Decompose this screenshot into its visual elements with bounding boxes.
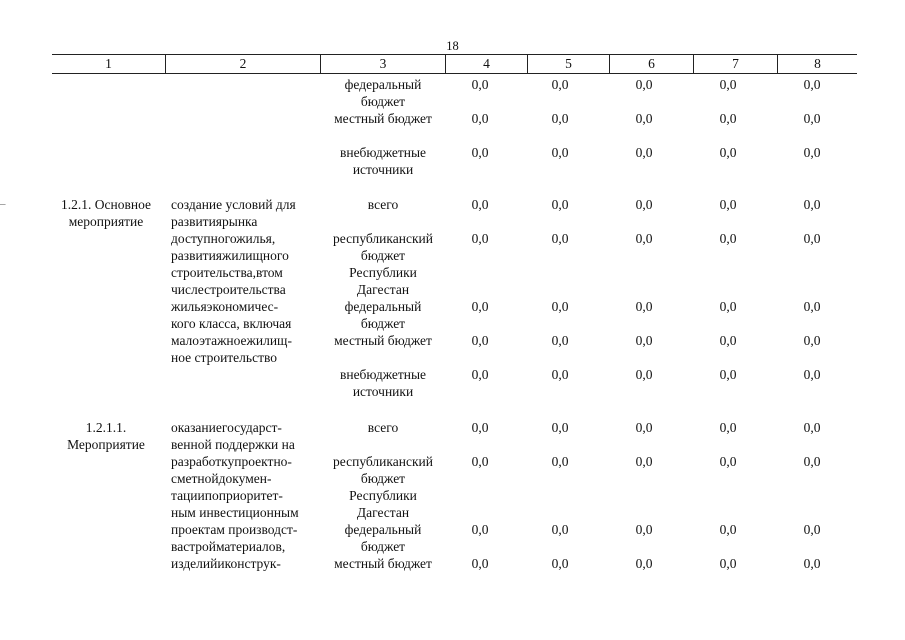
value-cell: 0,0 — [635, 420, 653, 435]
description-word: развития — [171, 214, 223, 229]
funding-source — [322, 298, 444, 332]
value-cell: 0,0 — [471, 299, 489, 314]
value-cell: 0,0 — [635, 231, 653, 246]
description-line — [171, 230, 316, 247]
description-line — [171, 453, 316, 470]
funding-source — [322, 521, 444, 555]
activity-name-line: 1.2.1.1. — [85, 420, 127, 435]
description-line — [171, 504, 316, 521]
description-word: развития — [171, 248, 223, 263]
description-line — [171, 521, 316, 538]
funding-source-line: федеральный — [344, 522, 422, 537]
value-cell: 0,0 — [471, 231, 489, 246]
funding-source-line: бюджет — [360, 316, 406, 331]
value-cell: 0,0 — [803, 77, 821, 92]
description-line — [171, 196, 316, 213]
header-col-2: 2 — [165, 55, 320, 73]
value-cell: 0,0 — [471, 111, 489, 126]
funding-source-line: федеральный — [344, 77, 422, 92]
activity-description — [171, 196, 316, 366]
value-cell: 0,0 — [471, 454, 489, 469]
funding-source-line: источники — [352, 384, 414, 399]
value-cell: 0,0 — [551, 522, 569, 537]
table-header-row — [52, 54, 857, 74]
value-cell: 0,0 — [471, 420, 489, 435]
value-cell: 0,0 — [635, 197, 653, 212]
value-cell: 0,0 — [471, 197, 489, 212]
value-cell: 0,0 — [803, 556, 821, 571]
description-word: тации — [171, 488, 205, 503]
activity-name — [50, 196, 162, 230]
value-cell: 0,0 — [719, 197, 737, 212]
description-word: ным инвестиционным — [171, 505, 299, 520]
description-line — [171, 332, 316, 349]
value-cell: 0,0 — [719, 556, 737, 571]
funding-source-line: бюджет — [360, 471, 406, 486]
funding-source-line: республиканский — [333, 231, 433, 246]
description-word: государст- — [221, 420, 282, 435]
funding-source-line: бюджет — [360, 539, 406, 554]
description-word: кого класса, включая — [171, 316, 292, 331]
funding-source-line: Республики — [349, 265, 417, 280]
funding-source-line: местный бюджет — [334, 111, 432, 126]
value-cell: 0,0 — [719, 333, 737, 348]
value-cell: 0,0 — [803, 231, 821, 246]
description-word: малоэтажное — [171, 333, 247, 348]
funding-source-line: источники — [352, 162, 414, 177]
value-cell: 0,0 — [719, 454, 737, 469]
funding-source-line: Дагестан — [356, 505, 410, 520]
description-word: по — [204, 488, 219, 503]
value-cell: 0,0 — [551, 556, 569, 571]
description-line — [171, 264, 316, 281]
funding-source — [322, 419, 444, 436]
description-word: числе — [171, 282, 205, 297]
description-word: строительства — [204, 282, 286, 297]
funding-source-line: бюджет — [360, 248, 406, 263]
activity-description — [171, 419, 316, 572]
page-number: 18 — [446, 39, 459, 53]
description-word: венной поддержки на — [171, 437, 295, 452]
value-cell: 0,0 — [471, 145, 489, 160]
funding-source — [322, 144, 444, 178]
value-cell: 0,0 — [471, 367, 489, 382]
description-word: жилья — [171, 299, 207, 314]
value-cell: 0,0 — [803, 367, 821, 382]
funding-source-line: внебюджетные — [339, 367, 427, 382]
value-cell: 0,0 — [551, 111, 569, 126]
margin-mark: – — [0, 198, 6, 210]
description-line — [171, 349, 316, 366]
header-col-8: 8 — [777, 55, 857, 73]
description-line — [171, 487, 316, 504]
activity-name-line: мероприятие — [68, 214, 144, 229]
description-word: ва — [171, 539, 184, 554]
value-cell: 0,0 — [635, 556, 653, 571]
value-cell: 0,0 — [551, 299, 569, 314]
funding-source-line: Республики — [349, 488, 417, 503]
value-cell: 0,0 — [471, 556, 489, 571]
value-cell: 0,0 — [551, 145, 569, 160]
description-word: рынка — [222, 214, 258, 229]
description-word: сметной — [171, 471, 219, 486]
description-line — [171, 315, 316, 332]
value-cell: 0,0 — [635, 454, 653, 469]
description-word: стройматериалов, — [183, 539, 286, 554]
value-cell: 0,0 — [719, 145, 737, 160]
description-word: жилищ- — [246, 333, 292, 348]
description-line — [171, 298, 316, 315]
description-line — [171, 247, 316, 264]
description-word: проектам производст- — [171, 522, 298, 537]
value-cell: 0,0 — [803, 299, 821, 314]
header-col-6: 6 — [609, 55, 693, 73]
activity-name — [50, 419, 162, 453]
funding-source-line: республиканский — [333, 454, 433, 469]
description-word: том — [262, 265, 283, 280]
header-col-5: 5 — [527, 55, 609, 73]
value-cell: 0,0 — [551, 197, 569, 212]
description-word: доступного — [171, 231, 237, 246]
funding-source — [322, 366, 444, 400]
description-word: изделий — [171, 556, 218, 571]
funding-source-line: местный бюджет — [334, 333, 432, 348]
funding-source-line: федеральный — [344, 299, 422, 314]
funding-source — [322, 555, 444, 572]
description-word: приоритет- — [218, 488, 283, 503]
description-word: проектно- — [234, 454, 292, 469]
funding-source — [322, 76, 444, 110]
funding-source-line: всего — [367, 197, 399, 212]
value-cell: 0,0 — [719, 367, 737, 382]
description-word: конструк- — [224, 556, 281, 571]
value-cell: 0,0 — [635, 77, 653, 92]
description-word: и — [217, 556, 225, 571]
description-line — [171, 555, 316, 572]
value-cell: 0,0 — [471, 77, 489, 92]
value-cell: 0,0 — [803, 145, 821, 160]
description-line — [171, 419, 316, 436]
header-col-7: 7 — [693, 55, 777, 73]
value-cell: 0,0 — [803, 197, 821, 212]
value-cell: 0,0 — [635, 522, 653, 537]
funding-source — [322, 110, 444, 127]
description-word: строительства, — [171, 265, 257, 280]
description-word: в — [256, 265, 263, 280]
value-cell: 0,0 — [471, 333, 489, 348]
value-cell: 0,0 — [551, 367, 569, 382]
description-word: разработку — [171, 454, 235, 469]
value-cell: 0,0 — [551, 77, 569, 92]
funding-source — [322, 230, 444, 298]
value-cell: 0,0 — [719, 420, 737, 435]
header-col-3: 3 — [320, 55, 445, 73]
value-cell: 0,0 — [719, 77, 737, 92]
description-word: жилья, — [236, 231, 276, 246]
value-cell: 0,0 — [471, 522, 489, 537]
value-cell: 0,0 — [719, 111, 737, 126]
value-cell: 0,0 — [803, 454, 821, 469]
value-cell: 0,0 — [803, 333, 821, 348]
value-cell: 0,0 — [719, 299, 737, 314]
value-cell: 0,0 — [803, 522, 821, 537]
value-cell: 0,0 — [551, 333, 569, 348]
activity-name-line: 1.2.1. Основное — [61, 197, 151, 212]
value-cell: 0,0 — [719, 231, 737, 246]
value-cell: 0,0 — [551, 454, 569, 469]
funding-source-line: внебюджетные — [339, 145, 427, 160]
value-cell: 0,0 — [803, 420, 821, 435]
funding-source — [322, 453, 444, 521]
value-cell: 0,0 — [551, 231, 569, 246]
funding-source-line: всего — [367, 420, 399, 435]
header-col-4: 4 — [445, 55, 527, 73]
description-line — [171, 436, 316, 453]
value-cell: 0,0 — [551, 420, 569, 435]
header-col-1: 1 — [105, 56, 112, 71]
value-cell: 0,0 — [635, 145, 653, 160]
funding-source — [322, 332, 444, 349]
value-cell: 0,0 — [635, 111, 653, 126]
description-word: ное строительство — [171, 350, 277, 365]
value-cell: 0,0 — [635, 333, 653, 348]
description-line — [171, 470, 316, 487]
description-word: докумен- — [218, 471, 272, 486]
description-line — [171, 538, 316, 555]
description-line — [171, 213, 316, 230]
value-cell: 0,0 — [803, 111, 821, 126]
value-cell: 0,0 — [719, 522, 737, 537]
funding-source — [322, 196, 444, 213]
description-word: жилищного — [222, 248, 289, 263]
activity-name-line: Мероприятие — [67, 437, 145, 452]
funding-source-line: Дагестан — [356, 282, 410, 297]
description-word: оказание — [171, 420, 222, 435]
description-word: создание условий для — [171, 197, 296, 212]
funding-source-line: бюджет — [360, 94, 406, 109]
value-cell: 0,0 — [635, 367, 653, 382]
description-line — [171, 281, 316, 298]
description-word: экономичес- — [206, 299, 279, 314]
value-cell: 0,0 — [635, 299, 653, 314]
funding-source-line: местный бюджет — [334, 556, 432, 571]
